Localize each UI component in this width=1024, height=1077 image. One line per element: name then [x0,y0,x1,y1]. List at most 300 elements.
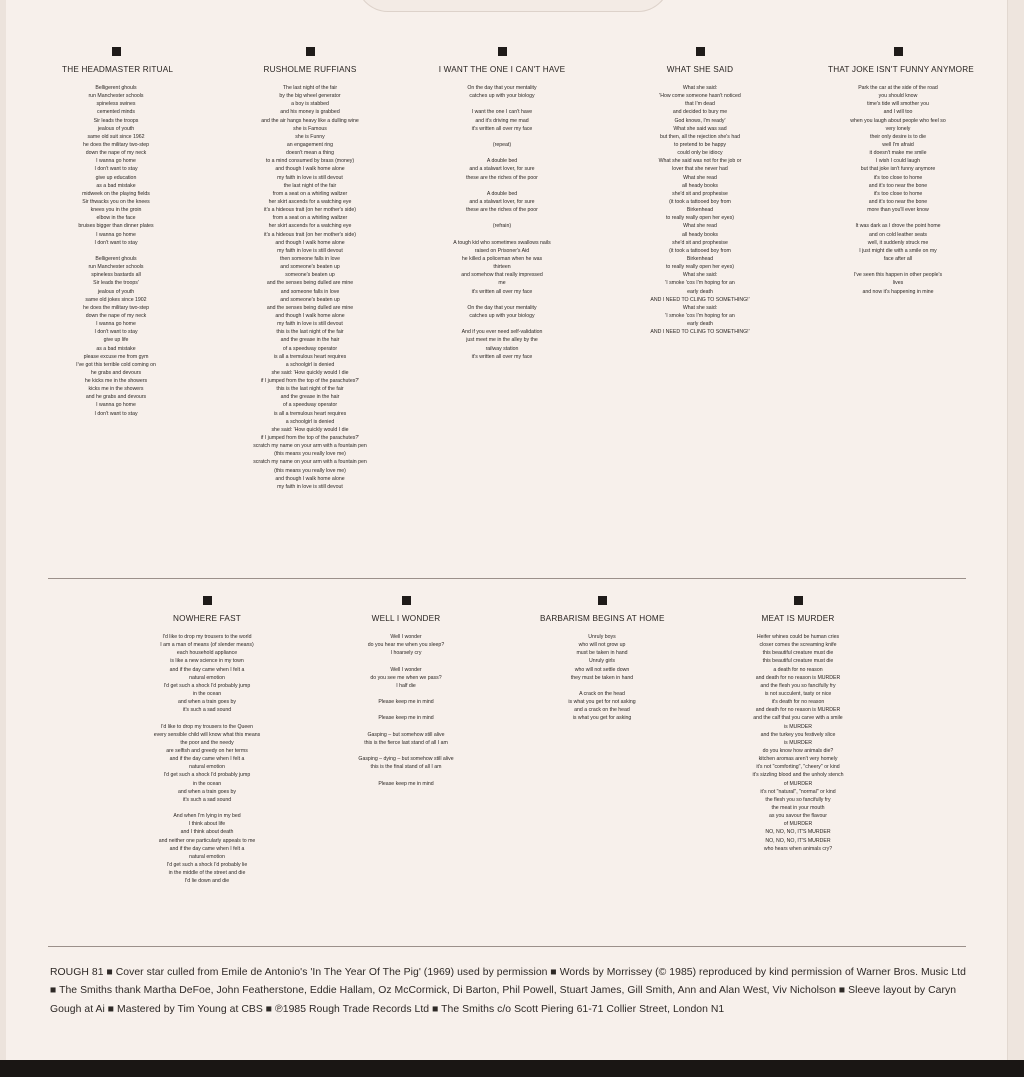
lyric-line: all heady books [681,182,719,189]
lyric-line: she said: 'How quickly would I die [271,369,349,376]
lyric-line: me [498,280,506,287]
lyric-line: and the grease in the hair [280,394,340,401]
lyric-line: bruises bigger than dinner plates [78,223,154,230]
lyric-line: and someone falls in love [280,288,340,295]
song-barbarism-begins-at-home [540,596,664,723]
song-lyrics [828,84,968,296]
lyric-line: an engagement ring [286,141,334,148]
lyric-line: Unruly girls [589,658,615,665]
lyric-line: this is the last night of the fair [276,386,344,393]
bullet-square [203,596,212,605]
lyric-line: it's too close to home [873,174,923,181]
lyric-line: it's such a sad sound [182,707,232,714]
lyric-line: and it's driving me mad [475,117,529,124]
lyric-line: natural emotion [189,674,225,681]
lyric-line: and the turkey you festively slice [760,731,836,738]
lyric-line: I don't want to stay [94,410,138,417]
lyric-line: to really really open her eyes) [665,215,735,222]
lyric-line: I've seen this happen in other people's [853,272,943,279]
lyric-line: and a stalwart lover, for sure [469,198,535,205]
lyric-line [340,723,472,731]
lyric-line: it's death for no reason [771,699,825,706]
lyric-line: Please keep me in mind [378,715,434,722]
song-title: WELL I WONDER [371,614,441,623]
lyric-line: is all a tremulous heart requires [273,410,347,417]
lyric-line: very lonely [885,125,911,132]
bullet-square [112,47,121,56]
lyric-line: he kicks me in the showers [84,378,148,385]
lyric-line: every sensible child will know what this means [153,731,261,738]
lyric-line: to a mind consumed by brass (money) [265,158,355,165]
lyric-line: and decided to bury me [672,109,728,116]
lyric-line: but then, all the rejection she's had [659,133,740,140]
lyric-line: it's a hideous trait (on her mother's side) [264,231,356,238]
lyric-line: it's such a sad sound [182,796,232,803]
lyric-line: of MURDER [783,780,813,787]
lyric-line: God knows, I'm ready' [674,117,726,124]
lyric-line [436,296,568,304]
lyric-line: is what you get for asking [572,715,632,722]
lyric-line: and it's too near the bone [868,182,928,189]
lyric-line: are selfish and greedy on her terms [166,747,248,754]
lyric-line: It was dark as I drove the point home [855,223,941,230]
lyric-line: these are the riches of the poor [466,174,538,181]
lyric-line: he killed a policeman when he was [461,255,543,262]
lyric-line: run Manchester schools [88,264,144,271]
lyric-line: (it took a tattooed boy from [669,198,731,205]
lyric-line: I'd get such a shock I'd probably lie [166,861,248,868]
lyric-line: by the big wheel generator [279,93,341,100]
bullet-square [498,47,507,56]
lyric-line [436,100,568,108]
lyric-line: I wish I could laugh [875,158,921,165]
lyric-line: run Manchester schools [88,93,144,100]
lyric-line: more than you'll ever know [867,207,929,214]
song-title: BARBARISM BEGINS AT HOME [540,614,665,623]
lyric-line: On the day that your mentality [467,304,537,311]
lyric-line: A double bed [486,158,518,165]
lyric-line: I just might die with a smile on my [859,247,937,254]
lyric-line: Well I wonder [390,634,422,640]
lyric-line: scratch my name on your arm with a fountain pen [253,459,367,466]
lyric-line: please excuse me from gym [83,353,149,360]
lyric-line: just meet me in the alley by the [466,337,538,344]
lyric-line: AND I NEED TO CLING TO SOMETHING!' [650,296,750,303]
lyric-line [540,682,664,690]
lyric-line: well I'm afraid [882,141,914,148]
lyric-line: The last night of the fair [282,85,338,91]
lyric-line [436,133,568,141]
lyric-line: doesn't mean a thing [286,150,334,157]
lyric-line: A double bed [486,190,518,197]
lyric-line: and if the day came when I felt a [169,845,245,852]
lyric-line: this beautiful creature must die [762,658,834,665]
lyric-line: Please keep me in mind [378,780,434,787]
lyric-line: she is Famous [293,125,327,132]
song-title: I WANT THE ONE I CAN'T HAVE [438,65,566,74]
lyric-line: closer comes the screaming knife [759,642,837,649]
lyric-line: he does the military two-step [82,304,150,311]
lyric-line: and if the day came when I felt a [169,756,245,763]
lyric-line [340,771,472,779]
lyric-line: 'How come someone hasn't noticed [659,93,741,100]
song-lyrics [540,633,664,723]
lyric-line: well, it suddenly struck me [867,239,929,246]
lyric-line: and the air hangs heavy like a dulling wine [261,117,359,124]
lyric-line: of a speedway operator [282,345,338,352]
bullet-square [598,596,607,605]
lyric-line: I've got this terrible cold coming on [76,361,156,368]
lyric-line: and the calf that you carve with a smile [753,715,843,722]
lyric-line: NO, NO, NO, IT'S MURDER [765,837,831,844]
lyric-line: he grabs and devours [90,369,142,376]
lyric-line: I am a man of means (of slender means) [160,642,254,649]
lyric-line: cemented minds [96,109,136,116]
song-that-joke [828,47,974,296]
lyric-line [436,231,568,239]
lyric-line: it's written all over my face [471,125,533,132]
lyric-line: is like a new science in my town [170,658,244,665]
lyric-line: I don't want to stay [94,166,138,173]
lyric-line: my faith in love is still devout [277,483,343,490]
lyric-line: each household appliance [176,650,238,657]
song-meat-is-murder [732,596,864,853]
lyric-line: then someone falls in love [280,255,340,262]
lyric-line: a schoolgirl is denied [285,418,335,425]
lyric-line: A crack on the head [579,690,625,697]
song-title: RUSHOLME RUFFIANS [263,65,357,74]
lyric-line: (repeat) [492,141,512,148]
bullet-square [306,47,315,56]
lyric-line: he does the military two-step [82,141,150,148]
lyric-line: down the nape of my neck [85,150,147,157]
lyric-line: and a stalwart lover, for sure [469,166,535,173]
lyric-line: the last night of the fair [283,182,337,189]
lyric-line: and neither one particularly appeals to me [158,837,256,844]
lyric-line: and the flesh you so fancifully fry [760,682,836,689]
lyric-line: What she said: [682,85,718,91]
lyric-line: you should know [878,93,918,100]
lyric-line: to pretend to be happy [674,141,726,148]
lyric-line: thirteen [493,264,511,271]
lyric-line: spineless swines [96,101,136,108]
lyric-line: it's too close to home [873,190,923,197]
lyric-line: I wanna go home [96,231,136,238]
lyric-line: What she said was sad [673,125,727,132]
lyric-line: a boy is stabbed [291,101,329,108]
lyric-line: they must be taken in hand [570,674,634,681]
lyric-line: do you know how animals die? [762,747,834,754]
lyric-line: the poor and the needy [180,739,234,746]
lyric-line: she'd sit and prophesise [672,190,728,197]
lyric-line: the meat in your mouth [771,804,825,811]
lyric-line: jealous of youth [97,288,135,295]
lyric-line: she'd sit and prophesise [672,239,728,246]
lyric-line: and when a train goes by [178,788,236,795]
divider-line [48,578,966,579]
lyric-line: and it's too near the bone [868,198,928,205]
lyric-line: from a seat on a whirling waltzer [272,215,348,222]
lyric-line: her skirt ascends for a watching eye [268,223,352,230]
lyric-line: and the senses being dulled are mine [266,304,354,311]
lyric-line: What she said: [682,304,718,311]
lyric-line: to really really open her eyes) [665,264,735,271]
lyric-line: and the grease in the hair [280,337,340,344]
lyric-line [136,714,278,722]
lyric-line: jealous of youth [97,125,135,132]
lyric-line: their only desire is to die [870,133,926,140]
lyric-line: 'I smoke 'cos I'm hoping for an [665,280,735,287]
lyric-line [340,706,472,714]
song-well-i-wonder [340,596,472,788]
lyric-line [436,182,568,190]
lyric-line: I'd get such a shock I'd probably jump [163,772,251,779]
lyric-line: And when I'm lying in my bed [173,813,241,820]
lyric-line: but that joke isn't funny anymore [860,166,936,173]
lyric-line: Heifer whines could be human cries [756,634,840,640]
lyric-line: elbow in the face [96,215,136,222]
lyric-line: Please keep me in mind [378,699,434,706]
lyric-line: and though I walk home alone [275,239,345,246]
lyric-line: of MURDER [783,821,813,828]
lyric-line: that I'm dead [685,101,715,108]
lyric-line: and the senses being dulled are mine [266,280,354,287]
lyric-line: give up education [95,174,137,181]
lyric-line: and somehow that really impressed [461,272,543,279]
lyric-line: and a crack on the head [574,707,630,714]
lyric-line: Park the car at the side of the road [858,85,938,91]
lyric-line: What she said was not for the job or [658,158,742,165]
lyric-line [436,149,568,157]
lyric-line: and though I walk home alone [275,475,345,482]
lyric-line: is not succulent, tasty or nice [764,690,832,697]
lyric-line: natural emotion [189,764,225,771]
lyric-line: and his money is grabbed [280,109,340,116]
lyric-line [340,747,472,755]
lyric-line: my faith in love is still devout [277,321,343,328]
lyric-line: Sir leads the troops' [93,280,139,287]
lyric-line: Belligerent ghouls [95,255,137,262]
lyric-line: and when a train goes by [178,699,236,706]
lyric-line: she is Funny [295,133,325,140]
lyric-line [62,247,170,255]
lyric-line: (refrain) [492,223,512,230]
lyric-line: who will not settle down [574,666,630,673]
lyric-line: and though I walk home alone [275,166,345,173]
lyric-line: it's written all over my face [471,353,533,360]
lyric-line: Gasping – dying – but somehow still alive [358,756,454,763]
lyric-line: Gasping – but somehow still alive [367,731,445,738]
lyric-line: is MURDER [784,723,812,730]
bullet-square [894,47,903,56]
scan-bottom-border [0,1060,1024,1077]
lyric-line: railway station [485,345,519,352]
song-title: THAT JOKE ISN'T FUNNY ANYMORE [828,65,974,74]
lyric-line: I think about life [188,821,226,828]
lyric-line [340,657,472,665]
lyric-line: face after all [883,255,913,262]
song-lyrics [136,633,278,885]
lyric-line: give up life [103,337,129,344]
lyric-line: I'd like to drop my trousers to the world [162,634,252,640]
song-lyrics [436,84,568,361]
lyric-line: Well I wonder [390,666,422,673]
lyric-line: if I jumped from the top of the parachutes?' [260,378,360,385]
lyric-line: Unruly boys [588,634,616,640]
lyric-line: time's tide will smother you [867,101,929,108]
lyric-line: spineless bastards all [91,272,141,279]
lyric-line: catches up with your biology [469,312,535,319]
sleeve-notch [356,0,670,12]
song-title: MEAT IS MURDER [761,614,835,623]
lyric-line: and death for no reason is MURDER [755,707,841,714]
lyric-line: must be taken in hand [576,650,628,657]
lyric-line: I hoarsely cry [390,650,422,657]
bullet-square [402,596,411,605]
lyric-line: the flesh you so fancifully fry [765,796,831,803]
lyric-line: this is the fierce last stand of all I am [364,739,448,746]
song-title: NOWHERE FAST [173,614,241,623]
lyric-line: in the ocean [192,780,222,787]
lyric-line: could only be idiocy [677,150,723,157]
lyric-line: (it took a tattooed boy from [669,247,731,254]
lyric-line: I want the one I can't have [471,109,533,116]
lyric-line: Belligerent ghouls [95,85,137,91]
lyric-line: I don't want to stay [94,329,138,336]
song-lyrics [636,84,764,336]
lyric-line: 'I smoke 'cos I'm hoping for an [665,312,735,319]
lyric-line [136,804,278,812]
lyric-line: it's sizzling blood and the unholy stench [752,772,844,779]
lyric-line: it doesn't make me smile [869,150,927,157]
lyric-line: it's not "natural", "normal" or kind [760,788,836,795]
lyric-line: NO, NO, NO, IT'S MURDER [765,829,831,836]
sheet-right-edge [1007,0,1024,1077]
lyric-line: my faith in love is still devout [277,247,343,254]
lyric-line: if I jumped from the top of the parachutes?' [260,435,360,442]
lyric-line: kicks me in the showers [88,386,144,393]
lyric-line: and now it's happening in mine [862,288,934,295]
lyric-line: Birkenhead [686,207,714,214]
lyric-line: Sir leads the troops [93,117,139,124]
lyric-line: same old jokes since 1902 [85,296,147,303]
lyric-line: is what you get for not asking [568,699,636,706]
lyric-line: I wanna go home [96,321,136,328]
lyric-line: What she said: [682,272,718,279]
lyric-line: someone's beaten up [285,272,335,279]
song-what-she-said [636,47,764,336]
lyric-line: as a bad mistake [96,182,136,189]
lyric-line: (this means you really love me) [274,467,346,474]
lyric-line: and death for no reason is MURDER [755,674,841,681]
lyric-line: lover that she never had [672,166,728,173]
lyric-line: Sir thwacks you on the knees [82,198,150,205]
lyric-line: do you see me when we pass? [370,674,442,681]
song-lyrics [340,633,472,788]
lyric-line: it's written all over my face [471,288,533,295]
lyric-line: early death [687,288,713,295]
lyric-line [828,214,968,222]
lyric-line: when you laugh about people who feel so [850,117,946,124]
lyric-line: AND I NEED TO CLING TO SOMETHING!' [650,329,750,336]
lyric-line: knees you in the groin [90,207,142,214]
lyric-line: I'd like to drop my trousers to the Queen [160,723,254,730]
lyric-line: I wanna go home [96,158,136,165]
lyric-line: she said: 'How quickly would I die [271,426,349,433]
lyric-line: I'd get such a shock I'd probably jump [163,682,251,689]
lyric-line: is all a tremulous heart requires [273,353,347,360]
lyric-line: this is the last night of the fair [276,329,344,336]
lyric-line: these are the riches of the poor [466,207,538,214]
lyric-line: What she read [683,174,717,181]
lyric-line: and if the day came when I felt a [169,666,245,673]
song-lyrics [240,84,380,491]
lyric-line: and he grabs and devours [85,394,147,401]
lyric-line: Birkenhead [686,255,714,262]
lyric-line: catches up with your biology [469,93,535,100]
lyric-line: and I think about death [180,829,234,836]
lyric-line: of a speedway operator [282,402,338,409]
lyric-line: scratch my name on your arm with a fountain pen [253,443,367,450]
lyric-line: I'd lie down and die [184,878,230,885]
song-i-want-the-one [436,47,568,361]
lyric-line: who hears when animals cry? [763,845,833,852]
lyric-line: in the middle of the street and die [168,870,246,877]
lyric-line: I half die [396,682,416,689]
lyric-line: and someone's beaten up [280,296,340,303]
song-nowhere-fast [136,596,278,885]
sleeve-credits: ROUGH 81 ■ Cover star culled from Emile de Antonio's 'In The Year Of The Pig' (1969) used by permission ■ Words by Morrissey (© 1985) reproduced by kind permission of Warner Bros. Music Ltd ■ The Smiths thank Martha DeFoe, John Featherstone, Eddie Hallam, Oz McCormick, Di Barton, Phil Powell, Stuart James, Gill Smith, Ann and Alan West, Viv Nicholson ■ Sleeve layout by Caryn Gough at Ai ■ Mastered by Tim Young at CBS ■ ℗1985 Rough Trade Records Ltd ■ The Smiths c/o Scott Piering 61-71 Collier Street, London N1 [50,967,966,1015]
lyric-line [436,320,568,328]
song-title: WHAT SHE SAID [666,65,734,74]
song-lyrics [732,633,864,853]
lyric-line: and though I walk home alone [275,312,345,319]
lyric-line: her skirt ascends for a watching eye [268,198,352,205]
lyric-line: it's not "comforting", "cheery" or kind [756,764,840,771]
lyric-line: from a seat on a whirling waltzer [272,190,348,197]
lyric-line: early death [687,321,713,328]
lyric-line: A tough kid who sometimes swallows nails [453,239,551,246]
lyric-line: a schoolgirl is denied [285,361,335,368]
lyric-line: And if you ever need self-validation [461,329,543,336]
lyric-line: same old suit since 1962 [87,133,145,140]
lyric-line: all heady books [681,231,719,238]
lyric-line: raised on Prisoner's Aid [474,247,530,254]
lyric-line: it's a hideous trait (on her mother's side) [264,207,356,214]
song-rusholme-ruffians [240,47,380,491]
lyric-line: and I will too [883,109,913,116]
lyric-line: my faith in love is still devout [277,174,343,181]
lyric-line: (this means you really love me) [274,451,346,458]
lyric-line: in the ocean [192,690,222,697]
lyric-line: as you savour the flavour [769,813,827,820]
song-lyrics [62,84,170,418]
song-headmaster-ritual [62,47,174,418]
lyric-line: do you hear me when you sleep? [367,642,445,649]
lyric-line: I wanna go home [96,402,136,409]
lyric-line: this is the final stand of all I am [370,764,442,771]
lyric-line: natural emotion [189,853,225,860]
lyric-line: and on cold leather seats [869,231,927,238]
lyric-line [340,690,472,698]
sheet-left-edge [0,0,6,1077]
bullet-square [696,47,705,56]
lyric-line: a death for no reason [773,666,823,673]
lyric-line: kitchen aromas aren't very homely [758,756,838,763]
lyric-line: midweek on the playing fields [82,190,150,197]
divider-line [48,946,966,947]
lyric-line: this beautiful creature must die [762,650,834,657]
